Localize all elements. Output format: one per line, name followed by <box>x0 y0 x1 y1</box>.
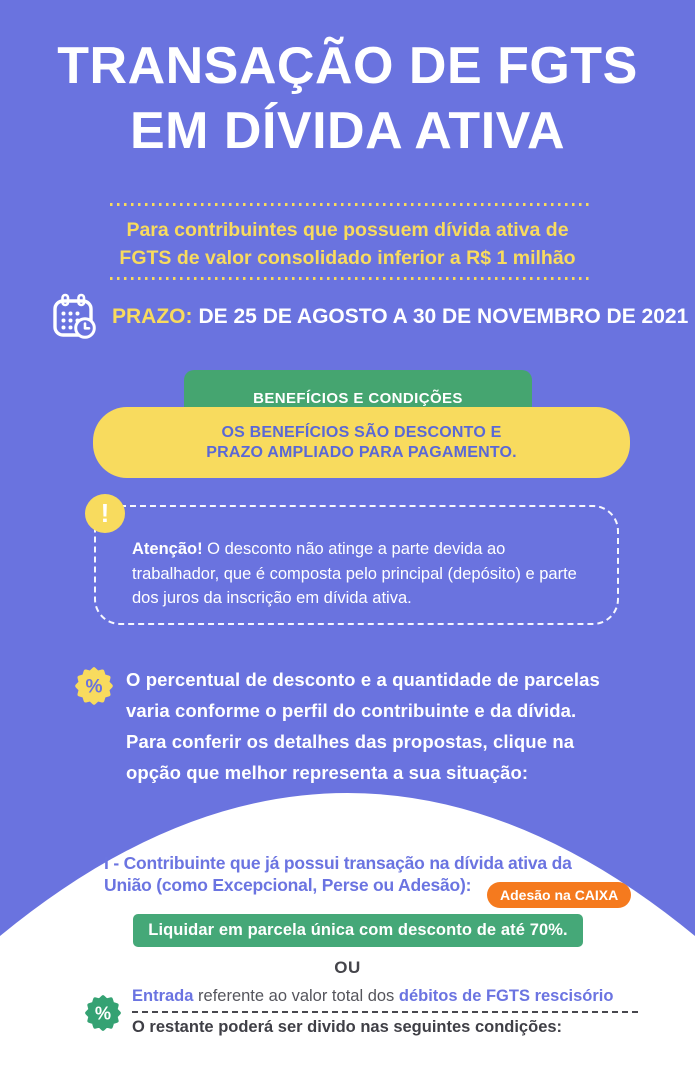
page-title-line1: TRANSAÇÃO DE FGTS <box>57 37 638 95</box>
deadline-label: PRAZO: <box>112 305 193 328</box>
dotted-separator-top <box>110 203 590 206</box>
entrada-line: Entrada referente ao valor total dos débitos de FGTS rescisório <box>132 987 614 1005</box>
benefits-banner: BENEFÍCIOS E CONDIÇÕES <box>184 370 532 415</box>
remainder-line: O restante poderá ser divido nas seguintes condições: <box>132 1018 563 1036</box>
percent-badge-green-icon <box>84 994 122 1032</box>
discount-paragraph: O percentual de desconto e a quantidade de parcelas varia conforme o perfil do contribuinte e da dívida. Para conferir os detalhes das propostas, clique na opção que melhor representa a sua situação: <box>126 669 600 783</box>
benefits-box <box>93 407 630 478</box>
deadline-line <box>112 303 688 331</box>
debitos-bold: débitos de FGTS rescisório <box>398 987 614 1005</box>
adesao-caixa-badge[interactable]: Adesão na CAIXA <box>487 882 631 908</box>
calendar-clock-icon <box>50 292 100 342</box>
percent-badge-yellow-icon <box>74 666 114 706</box>
subtitle <box>0 216 695 272</box>
benefits-box-line2: PRAZO AMPLIADO PARA PAGAMENTO. <box>206 443 517 461</box>
attention-box <box>94 505 619 625</box>
dotted-separator-bottom <box>110 277 590 280</box>
liquidar-option-button[interactable]: Liquidar em parcela única com desconto de até 70%. <box>133 914 583 947</box>
option1-heading: I - Contribuinte que já possui transação na dívida ativa da União (como Excepcional, Perse ou Adesão): <box>104 853 572 895</box>
exclamation-icon: ! <box>85 494 125 533</box>
attention-text: Atenção! O desconto não atinge a parte devida ao trabalhador, que é composta pelo principal (depósito) e parte dos juros da inscrição em dívida ativa. <box>132 540 577 607</box>
ou-separator: OU <box>334 958 361 977</box>
benefits-box-line1: OS BENEFÍCIOS SÃO DESCONTO E <box>221 424 502 441</box>
deadline-text: DE 25 DE AGOSTO A 30 DE NOVEMBRO DE 2021 <box>198 305 689 328</box>
dashed-separator <box>132 1011 638 1013</box>
entrada-bold: Entrada <box>132 987 194 1005</box>
page-title-line2: EM DÍVIDA ATIVA <box>129 102 566 160</box>
subtitle-line2: FGTS de valor consolidado inferior a R$ 1 milhão <box>119 247 576 269</box>
svg-text:%: % <box>85 676 103 698</box>
subtitle-line1: Para contribuintes que possuem dívida ativa de <box>126 219 569 241</box>
svg-text:%: % <box>94 1003 112 1024</box>
attention-bold: Atenção! <box>132 540 203 558</box>
page-title <box>0 34 695 164</box>
options-section <box>0 790 695 1080</box>
